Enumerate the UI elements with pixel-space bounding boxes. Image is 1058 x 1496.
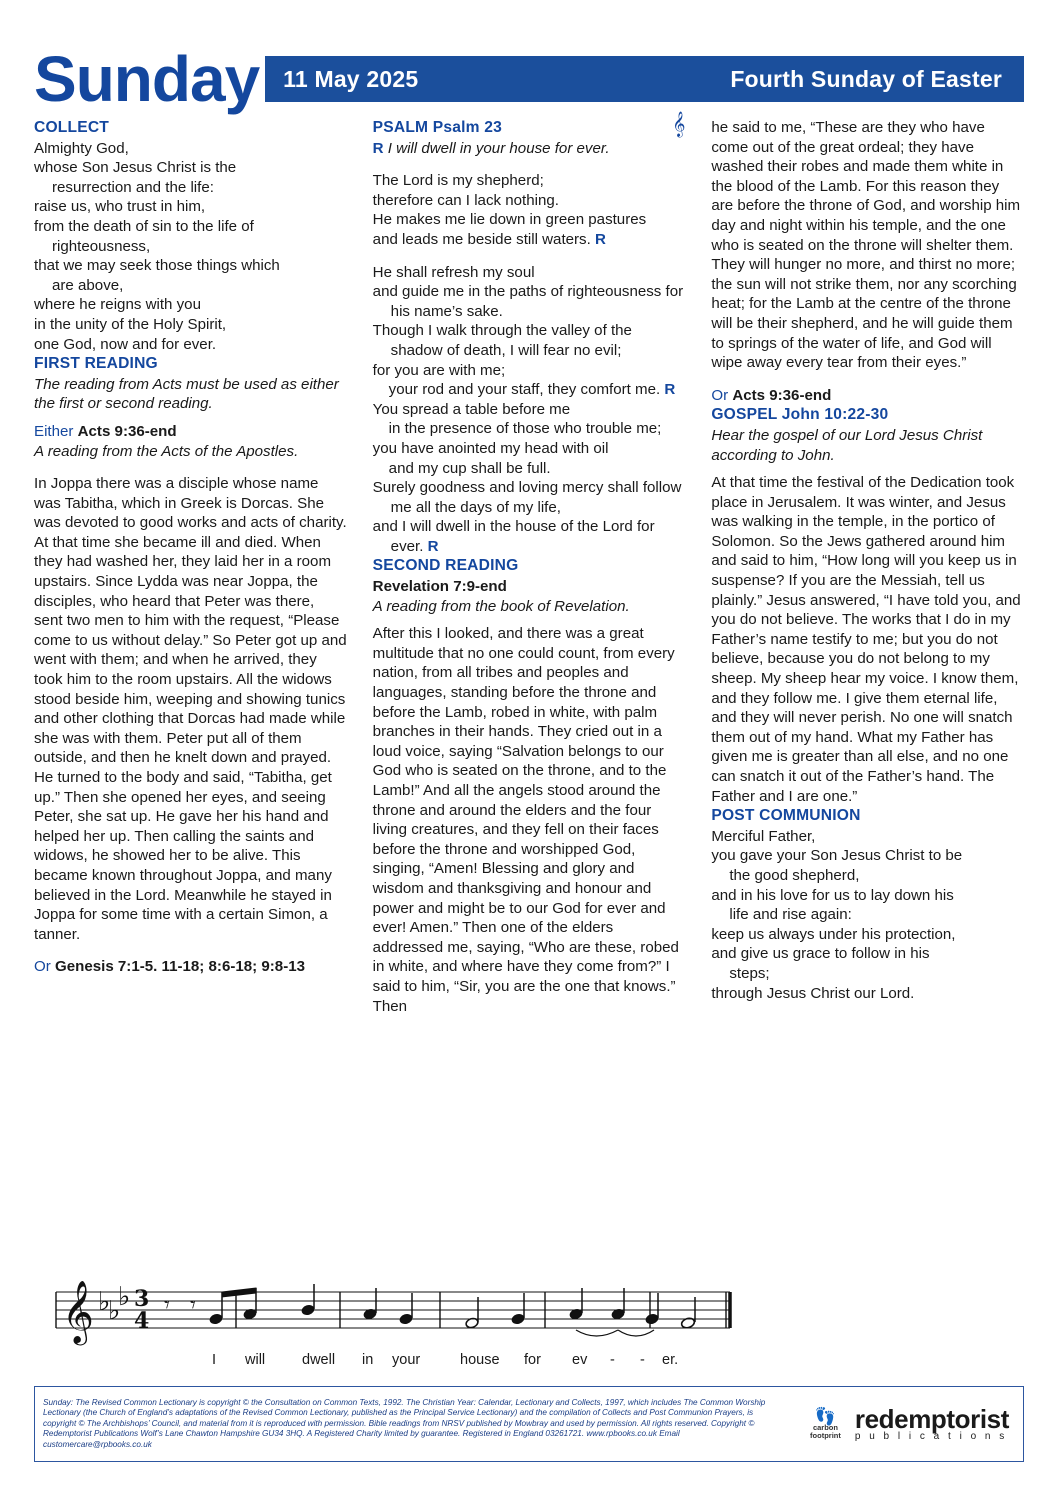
post-communion-line: the good shepherd,: [729, 866, 860, 884]
psalm-line: for you are with me;: [372, 361, 506, 379]
collect-line: one God, now and for ever.: [34, 335, 217, 353]
second-reading-alternative: [711, 386, 1024, 406]
collect-line: from the death of sin to the life of: [34, 217, 254, 235]
copyright-text: Sunday: The Revised Common Lectionary is copyright © the Consultation on Common Texts, 1992. The Christian Year: Calendar, Lectionary and Collects, 1997, which includes The Common Worship Lectionary (the Church of England’s adaptations of the Revised Common Lectionary, published as the Principal Service Lectionary) and the compilation of Collects and Post Communion Prayers, is copyright © The Archbishops’ Council, and material from it is reproduced with permission. Bible readings from NRSV published by Mowbray and used by permission. All rights reserved. Copyright © Redemptorist Publications Wolf’s Lane Chawton Hampshire GU34 3HQ. A Registered Charity limited by guarantee. Registered in England 03261721. www.rpbooks.co.uk Email customercare@rpbooks.co.uk: [43, 1397, 766, 1449]
lyric-syllable: ev: [572, 1352, 588, 1368]
first-reading-source: A reading from the Acts of the Apostles.: [34, 442, 299, 460]
gospel-heading: [711, 405, 1024, 425]
post-communion-line: and give us grace to follow in his: [711, 945, 930, 963]
second-reading-body-part2: he said to me, “These are they who have come out of the great ordeal; they have washed their robes and made them white in the blood of the Lamb. For this reason they are before the throne of God, and worship him day and night within his temple, and the one who is seated on the throne will shelter them. They will hunger no more, and thirst no more; the sun will not strike them, nor any scorching heat; for the Lamb at the centre of the throne will be their shepherd, and he will guide them to springs of the water of life, and God will wipe away every tear from their eyes.”: [711, 119, 1021, 372]
svg-text:𝄞: 𝄞: [62, 1280, 94, 1343]
lyric-syllable: I: [212, 1352, 217, 1368]
svg-text:3: 3: [134, 1286, 150, 1312]
second-reading-source: A reading from the book of Revelation.: [372, 597, 630, 615]
psalm-verse: [373, 263, 686, 557]
column-three: [711, 118, 1024, 1268]
psalm-line: Surely goodness and loving mercy shall follow me all the days of my life,: [372, 479, 682, 516]
collect-line: righteousness,: [52, 237, 151, 255]
psalm-line: The Lord is my shepherd;: [372, 172, 544, 190]
brand-name: redemptorist: [854, 1404, 1009, 1434]
carbon-label-line1: carbon: [812, 1422, 838, 1432]
post-communion-line: steps;: [729, 964, 770, 982]
season-label: Fourth Sunday of Easter: [730, 65, 1002, 92]
gospel-heading-label: GOSPEL: [711, 406, 778, 424]
psalm-line: He shall refresh my soul: [372, 263, 535, 281]
lyric-syllable: in: [362, 1352, 374, 1368]
lyric-syllable: -: [610, 1352, 615, 1368]
psalm-ref: Psalm 23: [432, 119, 503, 136]
lyric-syllable: will: [245, 1352, 266, 1368]
second-reading-body-part1: After this I looked, and there was a great multitude that no one could count, from every nation, from all tribes and peoples and languages, standing before the throne and before the Lamb, robed in white, with palm branches in their hands. They cried out in a loud voice, saying “Salvation belongs to our God who is seated on the throne, and to the Lamb!” And all the angels stood around the throne and around the elders and the four living creatures, and they fell on their faces before the throne and worshipped God, singing, “Amen! Blessing and glory and wisdom and thanksgiving and honour and power and might be to our God for ever and ever! Amen.” Then one of the elders addressed me, saying, “Who are these, robed in white, and where have they come from?” I said to him, “Sir, you are the one that knows.” Then: [372, 625, 679, 1015]
first-reading-heading: FIRST READING: [34, 355, 158, 373]
post-communion-line: keep us always under his protection,: [711, 925, 956, 943]
page-title: Sunday: [34, 43, 260, 115]
psalm-line: [373, 380, 686, 400]
post-communion-line: life and rise again:: [729, 906, 852, 924]
carbon-footprint-logo: [810, 1406, 841, 1440]
carbon-label-line2: footprint: [810, 1430, 841, 1440]
masthead-bar: [265, 56, 1024, 102]
post-communion-line: Merciful Father,: [711, 827, 816, 845]
collect-line: that we may seek those things which: [34, 257, 280, 275]
psalm-line: and my cup shall be full.: [388, 459, 551, 477]
psalm-line: in the presence of those who trouble me;: [388, 420, 662, 438]
psalm-line: [373, 230, 686, 250]
svg-text:4: 4: [134, 1308, 150, 1334]
svg-text:𝄾: 𝄾: [164, 1293, 170, 1318]
or-label: Or: [34, 958, 51, 976]
first-reading-body: In Joppa there was a disciple whose name was Tabitha, which in Greek is Dorcas. She was devoted to good works and acts of charity. At that time she became ill and died. When they had washed her, they laid her in a room upstairs. Since Lydda was near Joppa, the disciples, who heard that Peter was there, sent two men to him with the request, “Please come to us without delay.” So Peter got up and went with them; and when he arrived, they took him to the room upstairs. All the widows stood beside him, weeping and showing tunics and other clothing that Dorcas had made while she was with them. Peter put all of them outside, and then he knelt down and prayed. He turned to the body and said, “Tabitha, get up.” Then she opened her eyes, and seeing Peter, she sat up. He gave her his hand and helped her up. Then calling the saints and widows, he showed her to be alive. This became known throughout Joppa, and many believed in the Lord. Meanwhile he stayed in Joppa for some time with a certain Simon, a tanner.: [34, 475, 347, 943]
svg-text:♭: ♭: [108, 1296, 121, 1326]
psalm-line: You spread a table before me: [372, 400, 571, 418]
psalm-response: [373, 139, 686, 159]
svg-text:𝄾: 𝄾: [190, 1293, 196, 1318]
post-communion-line: and in his love for us to lay down his: [711, 886, 954, 904]
collect-line: whose Son Jesus Christ is the: [34, 159, 237, 177]
psalm-line: He makes me lie down in green pastures: [372, 211, 647, 229]
or-ref: Acts 9:36-end: [732, 386, 832, 404]
collect-line: where he reigns with you: [34, 296, 201, 314]
gospel-source: Hear the gospel of our Lord Jesus Christ according to John.: [711, 426, 983, 464]
masthead: [34, 28, 1024, 115]
collect-line: Almighty God,: [34, 139, 129, 157]
second-reading-heading: SECOND READING: [372, 557, 519, 575]
second-reading-ref: Revelation 7:9-end: [372, 578, 507, 596]
music-staff: [40, 1268, 740, 1360]
collect-line: are above,: [52, 276, 124, 294]
post-communion-line: you gave your Son Jesus Christ to be: [711, 847, 963, 865]
psalm-line: Though I walk through the valley of the shadow of death, I will fear no evil;: [372, 322, 632, 359]
post-communion-body: [711, 827, 1024, 1003]
date-label: 11 May 2025: [283, 65, 419, 92]
psalm-verse: [373, 171, 686, 249]
psalm-heading: [372, 111, 686, 138]
lyric-syllable: for: [524, 1352, 541, 1368]
psalm-line: you have anointed my head with oil: [372, 439, 609, 457]
music-notation: [40, 1268, 740, 1360]
redemptorist-logo: [855, 1406, 1009, 1442]
psalm-line-text: and I will dwell in the house of the Lord for ever.: [372, 518, 655, 555]
first-reading-alternative: [34, 957, 347, 977]
response-marker: R: [372, 139, 384, 157]
svg-text:♭: ♭: [118, 1282, 131, 1312]
brand-subtitle: p u b l i c a t i o n s: [854, 1431, 1008, 1442]
collect-line: raise us, who trust in him,: [34, 198, 206, 216]
first-reading-either: [34, 422, 347, 442]
or-label: Or: [711, 386, 729, 404]
response-marker: R: [664, 381, 676, 399]
psalm-heading-label: PSALM: [372, 119, 429, 136]
collect-body: [34, 139, 347, 355]
collect-line: in the unity of the Holy Spirit,: [34, 315, 227, 333]
psalm-line-text: your rod and your staff, they comfort me.: [388, 381, 661, 399]
column-two: [372, 111, 686, 1268]
post-communion-line: through Jesus Christ our Lord.: [711, 984, 915, 1002]
lyric-syllable: er.: [662, 1352, 679, 1368]
lyric-syllable: house: [460, 1352, 500, 1368]
response-marker: R: [595, 230, 606, 248]
music-lyrics: [40, 1352, 740, 1372]
footer: [34, 1386, 1024, 1462]
content-columns: [34, 111, 1024, 1268]
response-marker: R: [427, 537, 439, 555]
collect-line: resurrection and the life:: [52, 178, 214, 196]
treble-clef-icon: 𝄞: [672, 111, 686, 136]
collect-heading: COLLECT: [34, 119, 110, 136]
response-text: I will dwell in your house for ever.: [387, 139, 610, 157]
footer-logos: [773, 1406, 1015, 1442]
footprint-icon: 👣: [814, 1406, 837, 1426]
psalm-line: [373, 517, 686, 556]
first-reading-rubric: The reading from Acts must be used as either the first or second reading.: [34, 375, 339, 413]
lyric-syllable: dwell: [302, 1352, 336, 1368]
either-label: Either: [34, 422, 74, 440]
psalm-line: and guide me in the paths of righteousness for his name’s sake.: [372, 283, 684, 320]
psalm-line: therefore can I lack nothing.: [372, 191, 559, 209]
gospel-body: At that time the festival of the Dedication took place in Jerusalem. It was winter, and Jesus was walking in the temple, in the portico of Solomon. So the Jews gathered around him and said to him, “How long will you keep us in suspense? If you are the Messiah, tell us plainly.” Jesus answered, “I have told you, and you do not believe. The works that I do in my Father’s name testify to me; but you do not believe, because you do not belong to my sheep. My sheep hear my voice. I know them, and they follow me. I give them eternal life, and they will never perish. No one will snatch them out of my hand. What my Father has given me is greater than all else, and no one can snatch it out of the Father’s hand. The Father and I are one.”: [711, 474, 1021, 805]
psalm-line-text: and leads me beside still waters.: [372, 230, 591, 248]
svg-text:♭: ♭: [98, 1287, 111, 1317]
gospel-ref: John 10:22-30: [781, 406, 889, 424]
or-ref: Genesis 7:1-5. 11-18; 8:6-18; 9:8-13: [54, 958, 306, 976]
either-ref: Acts 9:36-end: [77, 422, 177, 440]
column-one: [34, 118, 347, 1268]
lyric-syllable: -: [640, 1352, 645, 1368]
post-communion-heading: POST COMMUNION: [711, 807, 861, 825]
lyric-syllable: your: [392, 1352, 421, 1368]
